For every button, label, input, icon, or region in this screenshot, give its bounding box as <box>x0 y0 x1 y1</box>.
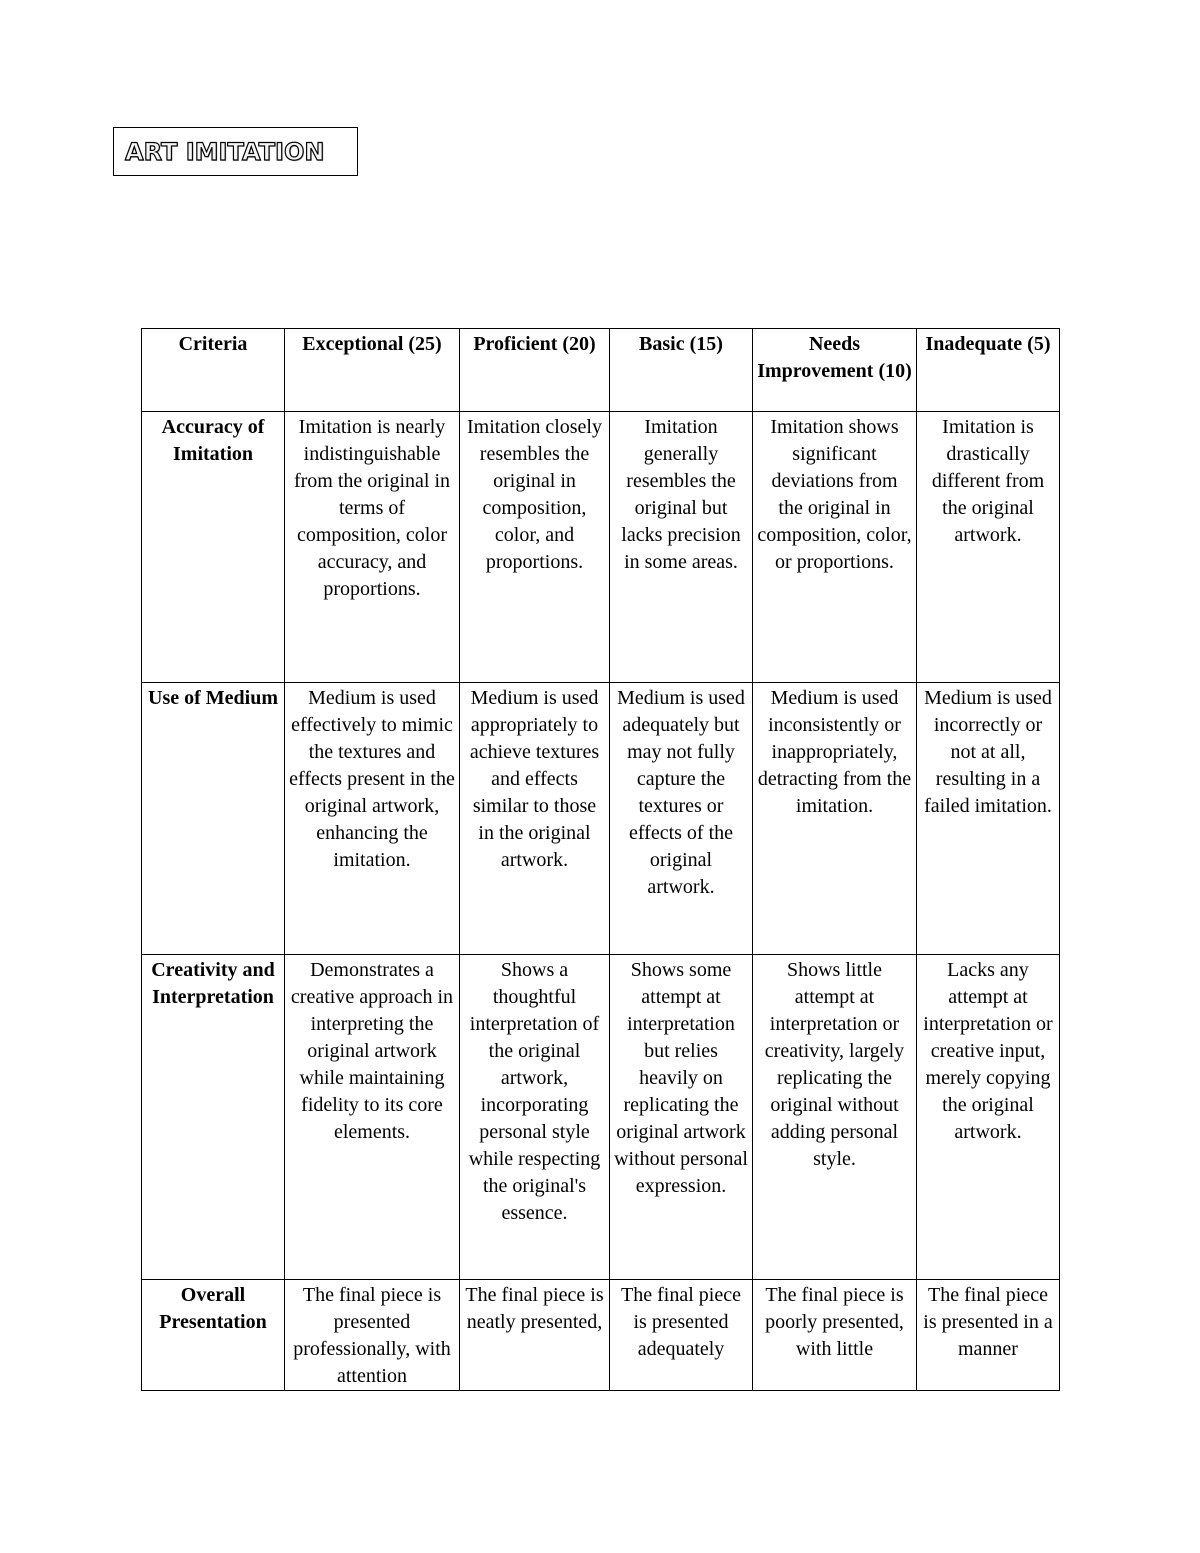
criteria-cell: Creativity and Interpretation <box>142 955 285 1280</box>
header-criteria: Criteria <box>142 329 285 412</box>
table-row <box>142 412 1060 683</box>
header-needs-improvement: Needs Improvement (10) <box>753 329 917 412</box>
header-basic: Basic (15) <box>610 329 753 412</box>
basic-cell: The final piece is presented adequately <box>610 1280 753 1391</box>
basic-cell: Shows some attempt at interpretation but relies heavily on replicating the original artwork without personal expression. <box>610 955 753 1280</box>
table-row <box>142 955 1060 1280</box>
page-title: ART IMITATION <box>125 137 325 166</box>
header-inadequate: Inadequate (5) <box>917 329 1060 412</box>
proficient-cell: The final piece is neatly presented, <box>460 1280 610 1391</box>
criteria-cell: Accuracy of Imitation <box>142 412 285 683</box>
basic-cell: Medium is used adequately but may not fully capture the textures or effects of the original artwork. <box>610 683 753 955</box>
proficient-cell: Medium is used appropriately to achieve textures and effects similar to those in the original artwork. <box>460 683 610 955</box>
title-box <box>113 127 358 176</box>
needs-improvement-cell: Imitation shows significant deviations from the original in composition, color, or proportions. <box>753 412 917 683</box>
needs-improvement-cell: Shows little attempt at interpretation or creativity, largely replicating the original without adding personal style. <box>753 955 917 1280</box>
criteria-cell: Overall Presentation <box>142 1280 285 1391</box>
proficient-cell: Imitation closely resembles the original in composition, color, and proportions. <box>460 412 610 683</box>
inadequate-cell: Lacks any attempt at interpretation or creative input, merely copying the original artwork. <box>917 955 1060 1280</box>
inadequate-cell: The final piece is presented in a manner <box>917 1280 1060 1391</box>
exceptional-cell: Demonstrates a creative approach in interpreting the original artwork while maintaining fidelity to its core elements. <box>285 955 460 1280</box>
table-row <box>142 683 1060 955</box>
header-row <box>142 329 1060 412</box>
needs-improvement-cell: Medium is used inconsistently or inappropriately, detracting from the imitation. <box>753 683 917 955</box>
proficient-cell: Shows a thoughtful interpretation of the original artwork, incorporating personal style while respecting the original's essence. <box>460 955 610 1280</box>
inadequate-cell: Medium is used incorrectly or not at all, resulting in a failed imitation. <box>917 683 1060 955</box>
exceptional-cell: Medium is used effectively to mimic the textures and effects present in the original artwork, enhancing the imitation. <box>285 683 460 955</box>
exceptional-cell: The final piece is presented professionally, with attention <box>285 1280 460 1391</box>
table-row <box>142 1280 1060 1391</box>
exceptional-cell: Imitation is nearly indistinguishable from the original in terms of composition, color accuracy, and proportions. <box>285 412 460 683</box>
inadequate-cell: Imitation is drastically different from the original artwork. <box>917 412 1060 683</box>
basic-cell: Imitation generally resembles the original but lacks precision in some areas. <box>610 412 753 683</box>
header-exceptional: Exceptional (25) <box>285 329 460 412</box>
header-proficient: Proficient (20) <box>460 329 610 412</box>
criteria-cell: Use of Medium <box>142 683 285 955</box>
needs-improvement-cell: The final piece is poorly presented, with little <box>753 1280 917 1391</box>
rubric-table <box>141 328 1060 1391</box>
